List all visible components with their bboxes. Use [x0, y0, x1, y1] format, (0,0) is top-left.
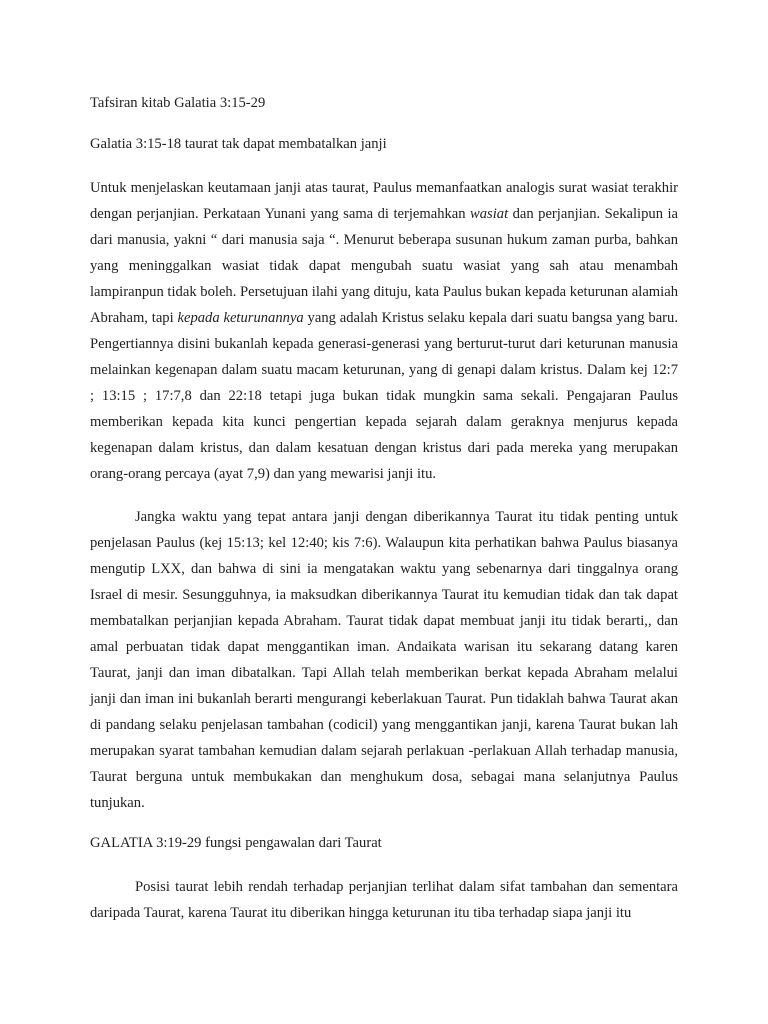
- emphasis-keturunannya: kepada keturunannya: [177, 310, 304, 326]
- section-heading-1: Galatia 3:15-18 taurat tak dapat membatalkan janji: [90, 136, 387, 152]
- section-heading-2: GALATIA 3:19-29 fungsi pengawalan dari Taurat: [90, 835, 382, 851]
- document-title: Tafsiran kitab Galatia 3:15-29: [90, 95, 266, 111]
- paragraph-2: Jangka waktu yang tepat antara janji dengan diberikannya Taurat itu tidak penting untuk penjelasan Paulus (kej 15:13; kel 12:40; kis 7:6). Walaupun kita perhatikan bahwa Paulus biasanya mengutip LXX, dan bahwa di sini ia mengatakan waktu yang sebenarnya dari tinggalnya orang Israel di mesir. Sesungguhnya, ia maksudkan diberikannya Taurat itu kemudian tidak dan tak dapat membatalkan perjanjian kepada Abraham. Taurat tidak dapat membuat janji itu tidak berarti,, dan amal perbuatan tidak dapat menggantikan iman. Andaikata warisan itu sekarang datang karen Taurat, janji dan iman dibatalkan. Tapi Allah telah memberikan berkat kepada Abraham melalui janji dan iman ini bukanlah berarti mengurangi keberlakuan Taurat. Pun tidaklah bahwa Taurat akan di pandang selaku penjelasan tambahan (codicil) yang menggantikan janji, karena Taurat bukan lah merupakan syarat tambahan kemudian dalam sejarah perlakuan -perlakuan Allah terhadap manusia, Taurat berguna untuk membukakan dan menghukum dosa, sebagai mana selanjutnya Paulus tunjukan.: [90, 509, 678, 811]
- document-body: [90, 93, 678, 943]
- paragraph-1-text-a: Untuk menjelaskan keutamaan janji atas taurat, Paulus memanfaatkan analogis surat wasiat terakhir dengan perjanjian. Perkataan Yunani yang sama di terjemahkan: [90, 180, 678, 222]
- emphasis-wasiat: wasiat: [470, 206, 509, 222]
- paragraph-3: Posisi taurat lebih rendah terhadap perjanjian terlihat dalam sifat tambahan dan sementara daripada Taurat, karena Taurat itu diberikan hingga keturunan itu tiba terhadap siapa janji itu: [90, 879, 678, 921]
- paragraph-1-text-c: yang adalah Kristus selaku kepala dari suatu bangsa yang baru. Pengertiannya disini bukanlah kepada generasi-generasi yang berturut-turut dari keturunan manusia melainkan kegenapan dalam suatu macam keturunan, yang di genapi dalam kristus. Dalam kej 12:7 ; 13:15 ; 17:7,8 dan 22:18 tetapi juga bukan tidak mungkin sama sekali. Pengajaran Paulus memberikan kepada kita kunci pengertian kepada sejarah dalam geraknya menjurus kepada kegenapan dalam kristus, dan dalam kesatuan dengan kristus dari pada mereka yang merupakan orang-orang percaya (ayat 7,9) dan yang mewarisi janji itu.: [90, 310, 678, 482]
- paragraph-1: [90, 175, 678, 487]
- paragraph-1-text-b: dan perjanjian. Sekalipun ia dari manusia, yakni “ dari manusia saja “. Menurut beberapa susunan hukum zaman purba, bahkan yang meninggalkan wasiat tidak dapat mengubah suatu wasiat yang sah atau menambah lampiranpun tidak boleh. Persetujuan ilahi yang dituju, kata Paulus bukan kepada keturunan alamiah Abraham, tapi: [90, 206, 678, 326]
